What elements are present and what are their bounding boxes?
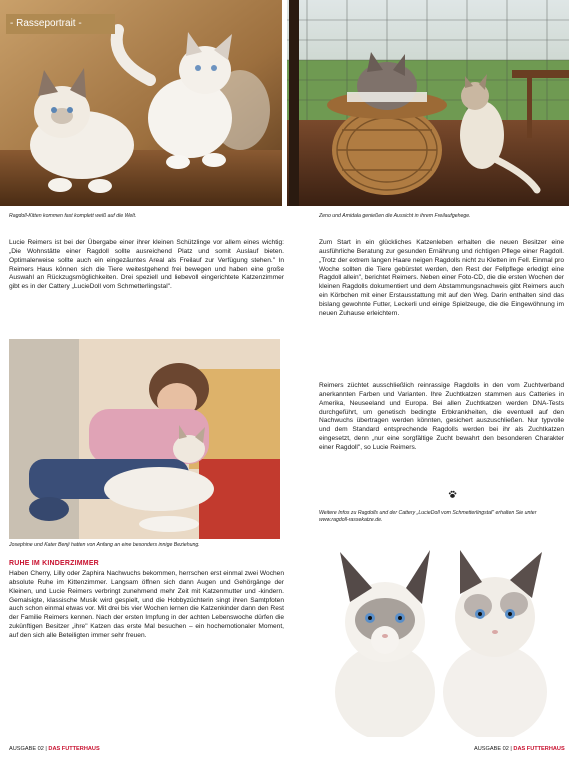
- right-paragraph-2: [319, 382, 564, 453]
- footer-right-brand: DAS FUTTERHAUS: [513, 746, 565, 752]
- right-paragraph-1-text: Zum Start in ein glückliches Katzenleben erhalten die neuen Besitzer eine ausführliche Beratung zur gesunden Ernährung und richtigen Pflege einer Ragdoll. „Trotz der extrem langen Haare neigen Ragdolls nicht zu Kletten im Fell. Einmal pro Woche sollten die Tiere gebürstet werden, den Rest der Fellpflege erledigt eine Ragdoll allein", berichtet Reimers. Neben einer Foto-CD, die die ersten Wochen der kleinen Ragdolls dokumentiert und dem Abstammungsnachweis gibt Reimers auch ein Körbchen mit einer Erstausstattung mit auf den Weg. Darin enthalten sind das bislang gewohnte Futter, Leckerli und einige Spielzeuge, die die Eingewöhnung im neuen Zuhause erleichtern.: [319, 239, 564, 317]
- caption-top-left: Ragdoll-Kitten kommen fast komplett weiß auf die Welt.: [9, 213, 137, 219]
- section-label: [6, 14, 115, 34]
- photo-cats-enclosure: [287, 0, 569, 206]
- section-label-text: - Rasseportrait -: [10, 18, 82, 29]
- footer-right-issue: AUSGABE 02 |: [474, 746, 512, 752]
- paw-icon: [448, 490, 457, 499]
- info-note: Weitere Infos zu Ragdolls und der Cattery „LucieDoll vom Schmetterlingstal" erhalten Sie unter www.ragdoll-rassekatze.de.: [319, 510, 537, 523]
- two-kittens-illustration: [310, 532, 569, 737]
- right-paragraph-2-text: Reimers züchtet ausschließlich reinrassige Ragdolls in den vom Zuchtverband anerkannten Farben und Varianten. Ihre Zuchtkatzen stammen aus Catteries in Amerika, Neuseeland und Europa. Bei allen Zuchtkatzen werden DNA-Tests durchgeführt, um genetisch bedingte Erbkrankheiten, die eventuell auf den Nachwuchs übertragen werden könnten, gesichert auszuschließen. Nur typvolle und dem Standard entsprechende Ragdolls werden bei ihr als Zuchtkatzen eingesetzt, denn „nur eine sorgfältige Zucht bewahrt den besonderen Charakter einer Ragdoll", so Lucie Reimers.: [319, 382, 564, 451]
- left-paragraph-1-text: Lucie Reimers ist bei der Übergabe einer ihrer kleinen Schützlinge vor allem eines wichtig: „Die Wohnstätte einer Ragdoll sollte ausreichend Platz und somit Auslauf bieten. Optimalerweise sollte auch ein eingezäuntes Areal als Freilauf zur Verfügung stehen." In Reimers Haus können sich die Tiere weitestgehend frei bewegen und haben eine große Auswahl an Rückzugsmöglichkeiten. Drei speziell und liebevoll eingerichtete Katzenzimmer gibt es in der Cattery „LucieDoll vom Schmetterlingstal".: [9, 239, 284, 291]
- footer-right: [474, 746, 565, 753]
- left-paragraph-1: [9, 239, 284, 292]
- right-paragraph-1: [319, 239, 564, 319]
- photo-girl-with-cat: [9, 339, 280, 539]
- left-paragraph-2-text: Haben Cherry, Lilly oder Zaphira Nachwuchs bekommen, herrschen erst einmal zwei Wochen absolute Ruhe im Kittenzimmer. Langsam öffnen sich dann Augen und Gehörgänge der Kleinen, und Lucie Reimers verbringt zunehmend mehr Zeit mit Katzenmutter und -kindern. Gemalsigte, klassische Musik wird gespielt, und die Hobbyzüchterin singt ihren Samtpfoten auch schon einmal etwas vor. Mit drei bis vier Wochen lernen die Katzenkinder dann den Rest der Familie Reimers kennen. Nach der ersten Impfung in der achten Lebenswoche dürfen die zukünftigen Besitzer „ihre" Katzen das erste Mal besuchen – ein hochemotionaler Moment, auf den sich alle Beteiligten immer sehr freuen.: [9, 570, 284, 639]
- enclosure-illustration: [287, 0, 569, 206]
- left-paragraph-2: [9, 570, 284, 641]
- caption-top-right: Zeno und Amidala genießen die Aussicht in ihrem Freilaufgehege.: [319, 213, 471, 219]
- footer-left: [9, 746, 100, 753]
- caption-middle-left: Josephine und Kater Benji hatten von Anfang an eine besonders innige Beziehung.: [9, 542, 200, 548]
- footer-left-brand: DAS FUTTERHAUS: [48, 746, 100, 752]
- photo-two-kittens: [310, 532, 569, 737]
- footer-left-issue: AUSGABE 02 |: [9, 746, 47, 752]
- section-heading: RUHE IM KINDERZIMMER: [9, 560, 99, 567]
- girl-cat-illustration: [9, 339, 280, 539]
